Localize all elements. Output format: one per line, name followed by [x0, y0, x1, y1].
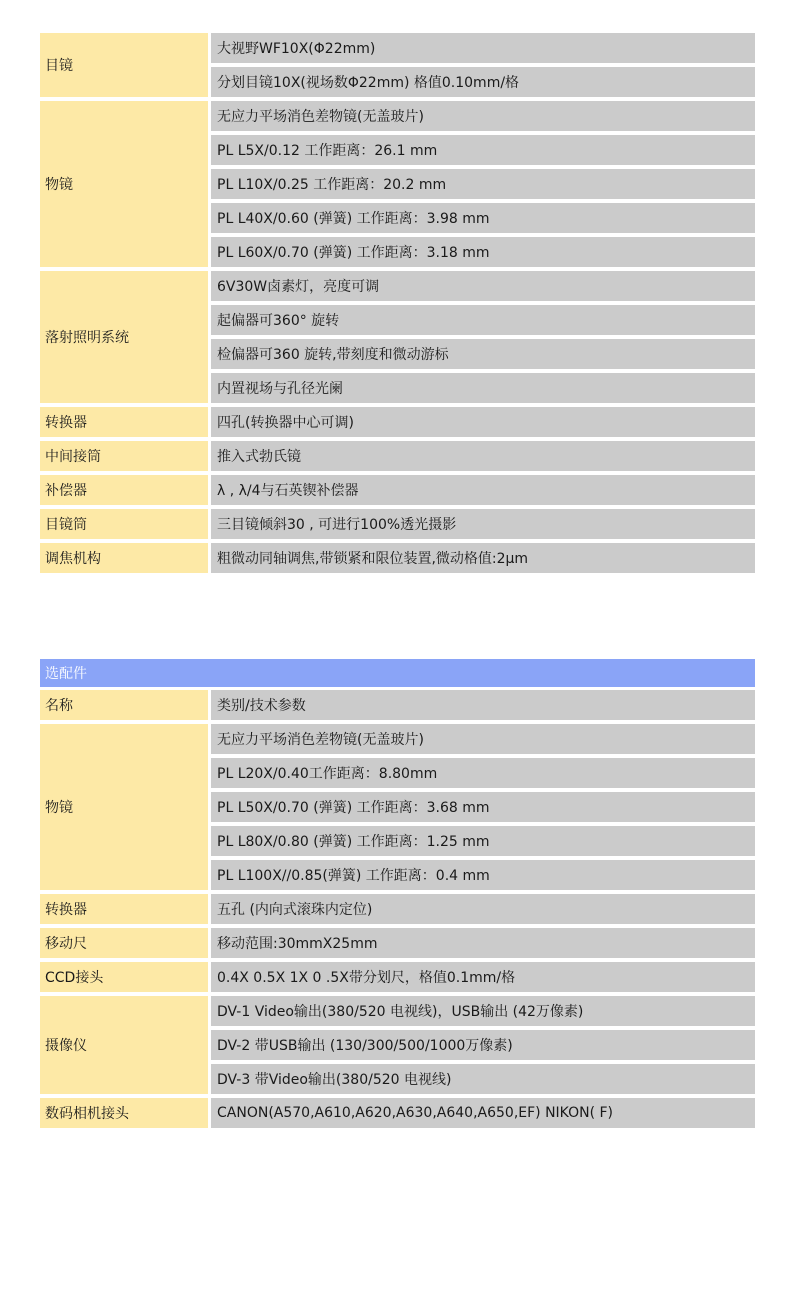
spec-group	[40, 1098, 755, 1128]
standard-spec-table	[40, 33, 755, 577]
spec-label: 名称	[40, 690, 208, 720]
spec-value: 粗微动同轴调焦,带锁紧和限位装置,微动格值:2μm	[211, 543, 755, 573]
spec-value: 内置视场与孔径光阑	[211, 373, 755, 403]
spec-value: 四孔(转换器中心可调)	[211, 407, 755, 437]
spec-value: PL L100X//0.85(弹簧) 工作距离：0.4 mm	[211, 860, 755, 890]
spec-label: 落射照明系统	[40, 271, 208, 403]
spec-value: 无应力平场消色差物镜(无盖玻片)	[211, 101, 755, 131]
spec-value: PL L5X/0.12 工作距离：26.1 mm	[211, 135, 755, 165]
spec-label: 摄像仪	[40, 996, 208, 1094]
spec-label: 数码相机接头	[40, 1098, 208, 1128]
spec-group	[40, 543, 755, 573]
spec-value: DV-2 带USB输出 (130/300/500/1000万像素)	[211, 1030, 755, 1060]
spec-value: PL L20X/0.40工作距离：8.80mm	[211, 758, 755, 788]
spec-value: 起偏器可360° 旋转	[211, 305, 755, 335]
spec-value: 大视野WF10X(Φ22mm)	[211, 33, 755, 63]
spec-value: DV-3 带Video输出(380/520 电视线)	[211, 1064, 755, 1094]
spec-value: 0.4X 0.5X 1X 0 .5X带分划尺，格值0.1mm/格	[211, 962, 755, 992]
spec-label: 补偿器	[40, 475, 208, 505]
spec-value: 三目镜倾斜30 , 可进行100%透光摄影	[211, 509, 755, 539]
spec-value: 分划目镜10X(视场数Φ22mm) 格值0.10mm/格	[211, 67, 755, 97]
spec-label: 目镜	[40, 33, 208, 97]
spec-group	[40, 33, 755, 97]
spec-group	[40, 407, 755, 437]
spec-value: PL L80X/0.80 (弹簧) 工作距离：1.25 mm	[211, 826, 755, 856]
spec-group	[40, 724, 755, 890]
spec-group	[40, 441, 755, 471]
spec-group	[40, 996, 755, 1094]
spec-label: 目镜筒	[40, 509, 208, 539]
spec-label: 调焦机构	[40, 543, 208, 573]
spec-group	[40, 690, 755, 720]
spec-value: PL L60X/0.70 (弹簧) 工作距离：3.18 mm	[211, 237, 755, 267]
spec-value: 移动范围:30mmX25mm	[211, 928, 755, 958]
spec-value: DV-1 Video输出(380/520 电视线)，USB输出 (42万像素)	[211, 996, 755, 1026]
spec-value: PL L40X/0.60 (弹簧) 工作距离：3.98 mm	[211, 203, 755, 233]
optional-parts-header: 选配件	[40, 659, 755, 687]
spec-label: 物镜	[40, 724, 208, 890]
spec-group	[40, 101, 755, 267]
spec-group	[40, 509, 755, 539]
spec-value: 6V30W卤素灯，亮度可调	[211, 271, 755, 301]
spec-group	[40, 271, 755, 403]
spec-label: 转换器	[40, 894, 208, 924]
optional-parts-table	[40, 659, 755, 1132]
spec-group	[40, 962, 755, 992]
spec-group	[40, 475, 755, 505]
spec-label: CCD接头	[40, 962, 208, 992]
spec-value: PL L10X/0.25 工作距离：20.2 mm	[211, 169, 755, 199]
spec-value: CANON(A570,A610,A620,A630,A640,A650,EF) NIKON( F)	[211, 1098, 755, 1128]
spec-label: 物镜	[40, 101, 208, 267]
spec-group	[40, 894, 755, 924]
spec-group	[40, 928, 755, 958]
spec-label: 移动尺	[40, 928, 208, 958]
spec-value: 推入式勃氏镜	[211, 441, 755, 471]
spec-value: PL L50X/0.70 (弹簧) 工作距离：3.68 mm	[211, 792, 755, 822]
spec-value: λ , λ/4与石英锲补偿器	[211, 475, 755, 505]
spec-value: 类别/技术参数	[211, 690, 755, 720]
spec-value: 无应力平场消色差物镜(无盖玻片)	[211, 724, 755, 754]
spec-label: 转换器	[40, 407, 208, 437]
spec-value: 检偏器可360 旋转,带刻度和微动游标	[211, 339, 755, 369]
spec-value: 五孔 (内向式滚珠内定位)	[211, 894, 755, 924]
spec-label: 中间接筒	[40, 441, 208, 471]
